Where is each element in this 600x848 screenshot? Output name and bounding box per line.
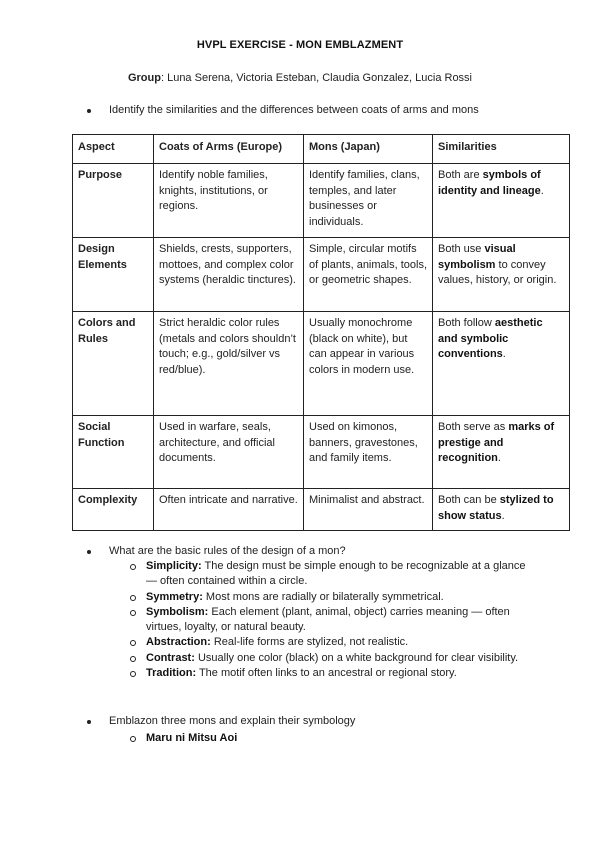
sim-text: . [497, 452, 501, 464]
cell-aspect: Social Function [73, 416, 154, 489]
rule-text: Usually one color (black) on a white background for clear visibility. [194, 651, 519, 664]
rule-term: Abstraction: [146, 636, 211, 649]
circle-bullet-icon [130, 640, 136, 646]
group-label: Group [127, 72, 161, 84]
table-row [73, 416, 570, 489]
sim-text: Both are [438, 169, 483, 181]
mons-list [130, 731, 530, 746]
cell-aspect: Complexity [73, 489, 154, 531]
list-item [130, 559, 530, 590]
bullet-dot-icon [87, 109, 91, 113]
list-item [130, 731, 530, 746]
sim-text: Both use [438, 243, 485, 255]
list-item [130, 590, 530, 605]
bullet-dot-icon [87, 550, 91, 554]
bullet-text: Emblazon three mons and explain their symbology [109, 715, 356, 727]
rule-text: Most mons are radially or bilaterally symmetrical. [202, 590, 444, 603]
circle-bullet-icon [130, 564, 136, 570]
cell-coats: Shields, crests, supporters, mottoes, and complex color systems (heraldic tinctures). [154, 238, 304, 312]
cell-mons: Minimalist and abstract. [304, 489, 433, 531]
sim-text: to convey values, history, or origin. [438, 258, 557, 286]
circle-bullet-icon [130, 656, 136, 662]
document-title: HVPL EXERCISE - MON EMBLAZMENT [196, 39, 404, 51]
rules-list [130, 559, 530, 681]
header-similarities: Similarities [433, 135, 570, 164]
rule-term: Contrast: [146, 651, 195, 664]
table-row [73, 312, 570, 416]
circle-bullet-icon [130, 610, 136, 616]
sim-text: Both follow [438, 317, 495, 329]
cell-aspect: Purpose [73, 164, 154, 238]
table-row [73, 238, 570, 312]
sim-emphasis: visual symbolism [438, 243, 516, 271]
bullet-item [90, 544, 510, 560]
table-row [73, 489, 570, 531]
rule-text: The design must be simple enough to be recognizable at a glance — often contained within a circle. [146, 560, 526, 588]
cell-similarities [433, 489, 570, 531]
header-aspect: Aspect [73, 135, 154, 164]
cell-coats: Strict heraldic color rules (metals and colors shouldn’t touch; e.g., gold/silver vs red/blue). [154, 312, 304, 416]
sim-text: Both serve as [438, 421, 509, 433]
rule-text: Each element (plant, animal, object) carries meaning — often virtues, loyalty, or natural beauty. [146, 605, 510, 634]
bullet-text: What are the basic rules of the design of a mon? [109, 545, 346, 557]
circle-bullet-icon [130, 595, 136, 601]
circle-bullet-icon [130, 736, 136, 742]
sim-text: . [501, 509, 505, 522]
sim-emphasis: symbols of identity and lineage [438, 169, 541, 197]
group-members: : Luna Serena, Victoria Esteban, Claudia Gonzalez, Lucia Rossi [160, 72, 473, 84]
list-item [130, 605, 530, 636]
mon-name: Maru ni Mitsu Aoi [146, 732, 238, 744]
cell-mons: Used on kimonos, banners, gravestones, and family items. [304, 416, 433, 489]
rule-term: Symmetry: [146, 590, 203, 603]
bullet-dot-icon [87, 720, 91, 724]
rule-text: The motif often links to an ancestral or regional story. [196, 667, 457, 680]
cell-mons: Simple, circular motifs of plants, animals, tools, or geometric shapes. [304, 238, 433, 312]
header-coats-of-arms: Coats of Arms (Europe) [154, 135, 304, 164]
cell-mons: Identify families, clans, temples, and later businesses or individuals. [304, 164, 433, 238]
comparison-table [72, 134, 570, 531]
list-item [130, 635, 530, 650]
cell-aspect: Colors and Rules [73, 312, 154, 416]
cell-similarities [433, 416, 570, 489]
cell-coats: Identify noble families, knights, institutions, or regions. [154, 164, 304, 238]
sim-emphasis: marks of prestige and recognition [438, 421, 555, 464]
table-header-row [73, 135, 570, 164]
header-mons: Mons (Japan) [304, 135, 433, 164]
rule-text: Real-life forms are stylized, not realistic. [210, 636, 409, 649]
rule-term: Symbolism: [146, 605, 209, 618]
cell-mons: Usually monochrome (black on white), but can appear in various colors in modern use. [304, 312, 433, 416]
sim-text: . [540, 184, 544, 197]
sim-text: . [502, 348, 506, 360]
bullet-item [90, 714, 510, 730]
sim-text: Both can be [438, 494, 500, 506]
table-row [73, 164, 570, 238]
cell-coats: Used in warfare, seals, architecture, and official documents. [154, 416, 304, 489]
cell-similarities [433, 312, 570, 416]
rule-term: Tradition: [146, 667, 197, 680]
bullet-text: Identify the similarities and the differences between coats of arms and mons [109, 104, 479, 116]
cell-similarities [433, 164, 570, 238]
sim-emphasis: aesthetic and symbolic conventions [438, 317, 543, 360]
cell-coats: Often intricate and narrative. [154, 489, 304, 531]
list-item [130, 651, 530, 666]
group-line [0, 72, 600, 84]
sim-emphasis: stylized to show status [438, 494, 554, 522]
circle-bullet-icon [130, 671, 136, 677]
cell-aspect: Design Elements [73, 238, 154, 312]
rule-term: Simplicity: [146, 560, 202, 572]
list-item [130, 666, 530, 681]
cell-similarities [433, 238, 570, 312]
